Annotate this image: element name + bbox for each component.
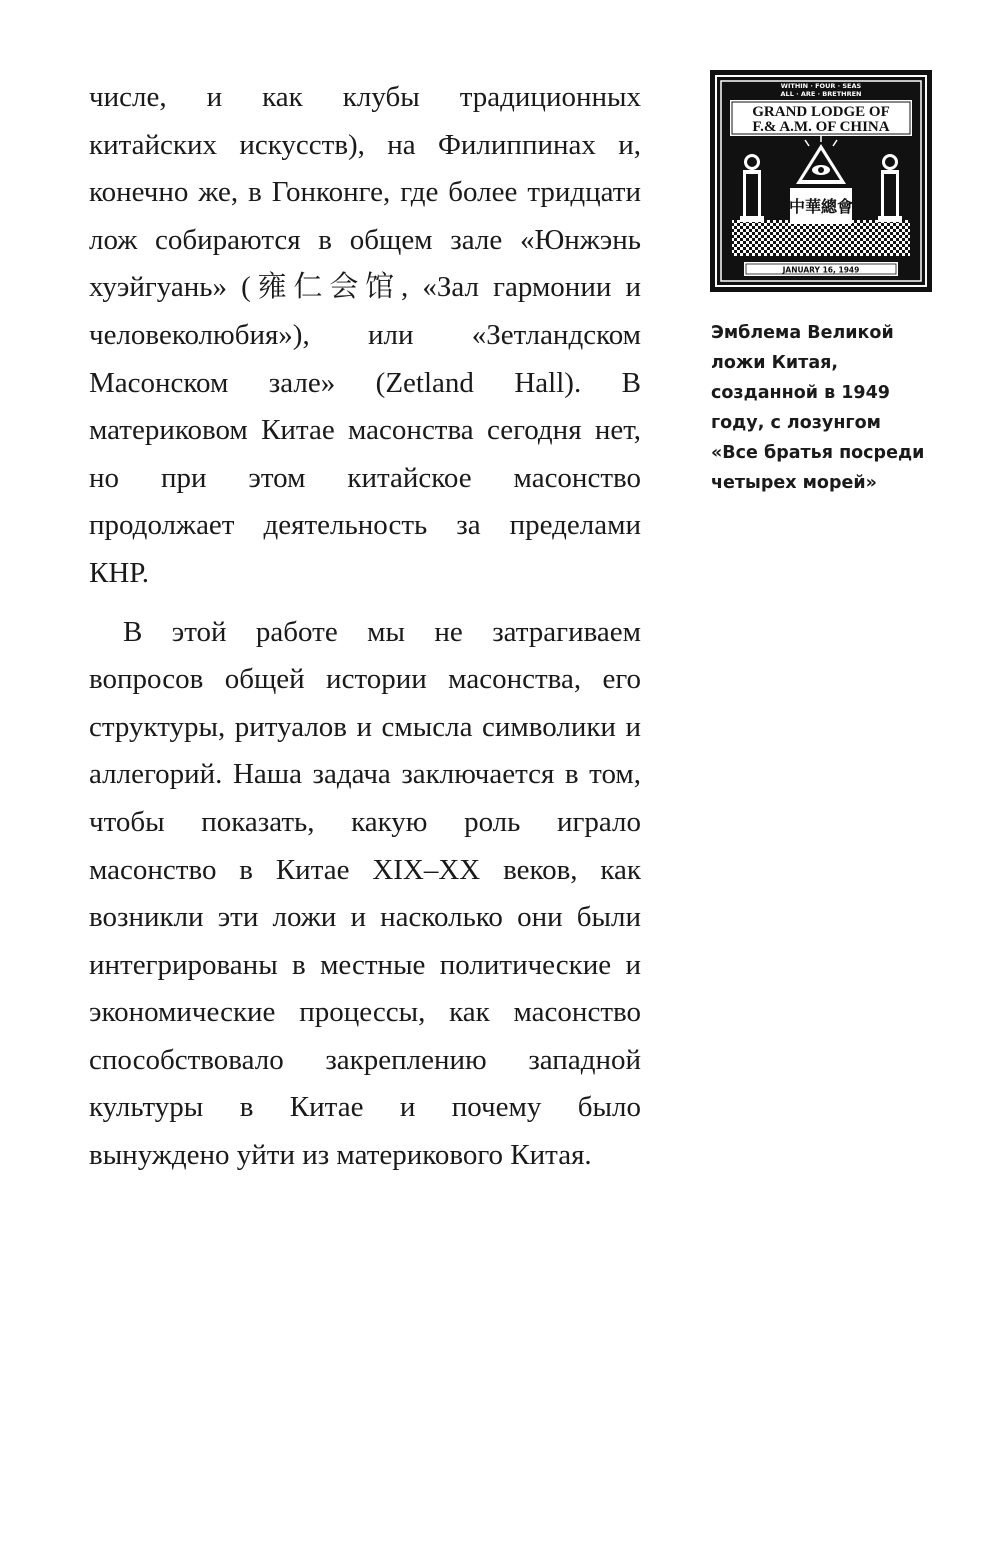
emblem-title-2: F.& A.M. OF CHINA (752, 119, 890, 135)
emblem-title-1: GRAND LODGE OF (752, 104, 890, 120)
emblem-motto-1: WITHIN · FOUR · SEAS (780, 82, 862, 90)
emblem-motto-2: ALL · ARE · BRETHREN (780, 90, 862, 98)
grand-lodge-emblem (710, 70, 932, 292)
emblem-chinese-text: 中華總會 (788, 197, 854, 216)
paragraph: числе, и как клубы традиционных китайских искусств), на Филиппинах и, конечно же, в Гонконге, где более тридцати лож собираются в общем зале «Юнжэнь хуэйгуань» (雍仁会馆, «Зал гармонии и человеколюбия»), или «Зетландском Масонском зале» (Zetland Hall). В материковом Китае масонства сегодня нет, но при этом китайское масонство продолжает деятельность за пределами КНР. (89, 81, 641, 589)
main-text-column (89, 74, 641, 1180)
paragraph: В этой работе мы не затрагиваем вопросов общей истории масонства, его структуры, ритуалов и смысла символики и аллегорий. Наша задача заключается в том, чтобы показать, какую роль играло масонство в Китае XIX–XX веков, как возникли эти ложи и насколько они были интегрированы в местные политические и экономические процессы, как масонство способствовало закреплению западной культуры в Китае и почему было вынуждено уйти из материкового Китая. (89, 615, 641, 1172)
figure-caption: Эмблема Великой ложи Китая, созданной в 1949 году, с лозунгом «Все братья посреди четырех морей» (711, 323, 925, 493)
emblem-date: JANUARY 16, 1949 (782, 265, 860, 275)
